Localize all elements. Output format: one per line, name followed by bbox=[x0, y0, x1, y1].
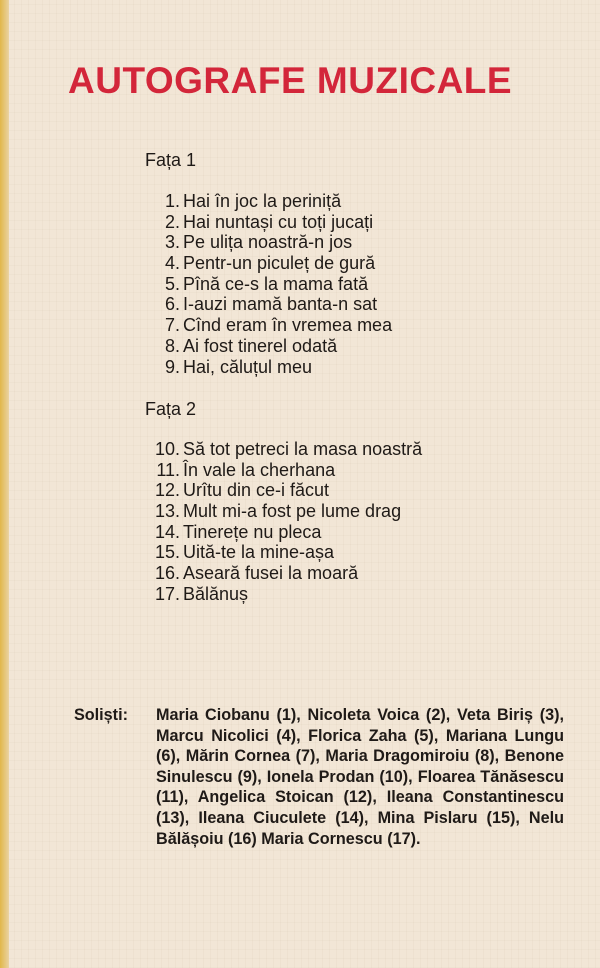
track-item bbox=[140, 480, 330, 501]
soloists-block bbox=[74, 705, 564, 849]
track-title: Să tot petreci la masa noastră bbox=[183, 439, 423, 459]
track-title: Pînă ce-s la mama fată bbox=[183, 273, 369, 294]
yellow-edge bbox=[0, 0, 9, 968]
track-number: 14. bbox=[154, 521, 180, 542]
track-title: Pe ulița noastră-n jos bbox=[183, 232, 353, 253]
track-item bbox=[140, 211, 374, 233]
track-item bbox=[140, 335, 338, 357]
track-title: Ai fost tinerel odată bbox=[183, 335, 338, 356]
track-item bbox=[140, 501, 402, 522]
side-1-track-list bbox=[140, 191, 393, 377]
track-number: 3. bbox=[164, 232, 180, 253]
track-item bbox=[140, 542, 335, 563]
track-title: Hai nuntași cu toți jucați bbox=[183, 211, 374, 232]
track-number: 4. bbox=[164, 253, 180, 274]
track-item bbox=[140, 459, 336, 481]
side-1-heading: Fața 1 bbox=[145, 150, 197, 170]
track-number: 6. bbox=[164, 294, 180, 315]
track-number: 17. bbox=[154, 583, 180, 604]
track-title: Hai, căluțul meu bbox=[183, 356, 313, 377]
track-item bbox=[140, 356, 313, 378]
track-item bbox=[140, 315, 393, 336]
track-title: Aseară fusei la moară bbox=[183, 563, 359, 584]
side-2-track-list bbox=[140, 439, 423, 605]
track-item bbox=[140, 563, 359, 584]
track-title: Pentr-un piculeț de gură bbox=[183, 253, 376, 274]
track-item bbox=[140, 521, 322, 543]
track-item bbox=[140, 232, 353, 253]
soloists-text: Maria Ciobanu (1), Nicoleta Voica (2), Veta Biriș (3), Marcu Nicolici (4), Florica Zaha (5), Mariana Lungu (6), Mărin Cornea (7), Maria Dragomiroiu (8), Benone Sinulescu (9), Ionela Prodan (10), Floarea Tănăsescu (11), Angelica Stoican (12), Ileana Constantinescu (13), Ileana Ciuculete (14), Mina Pislaru (15), Nelu Bălășoiu (16) Maria Cornescu (17). bbox=[156, 706, 564, 848]
track-title: Urîtu din ce-i făcut bbox=[183, 480, 330, 501]
track-number: 11. bbox=[156, 459, 180, 480]
track-item bbox=[140, 439, 423, 460]
track-title: Uită-te la mine-așa bbox=[183, 542, 335, 563]
track-number: 15. bbox=[154, 542, 180, 563]
side-2-heading: Fața 2 bbox=[145, 399, 197, 419]
track-item bbox=[140, 273, 369, 295]
track-title: Hai în joc la periniță bbox=[183, 191, 342, 211]
track-item bbox=[140, 583, 249, 605]
track-title: Bălănuș bbox=[183, 583, 249, 604]
track-number: 8. bbox=[164, 335, 180, 356]
track-number: 13. bbox=[154, 501, 180, 522]
track-title: Cînd eram în vremea mea bbox=[183, 315, 393, 336]
soloists-label: Soliști: bbox=[74, 706, 128, 724]
track-number: 12. bbox=[154, 480, 180, 501]
track-item bbox=[140, 253, 376, 274]
track-number: 16. bbox=[154, 563, 180, 584]
track-number: 10. bbox=[154, 439, 180, 459]
track-number: 9. bbox=[164, 356, 180, 377]
track-number: 1. bbox=[164, 191, 180, 211]
album-title: AUTOGRAFE MUZICALE bbox=[68, 60, 513, 101]
track-item bbox=[140, 294, 378, 315]
track-title: Mult mi-a fost pe lume drag bbox=[183, 501, 402, 522]
track-number: 5. bbox=[164, 273, 180, 294]
track-number: 2. bbox=[164, 211, 180, 232]
track-title: Tinerețe nu pleca bbox=[183, 521, 322, 542]
track-title: În vale la cherhana bbox=[183, 459, 336, 480]
track-title: I-auzi mamă banta-n sat bbox=[183, 294, 378, 315]
track-number: 7. bbox=[164, 315, 180, 336]
track-item bbox=[140, 191, 342, 212]
